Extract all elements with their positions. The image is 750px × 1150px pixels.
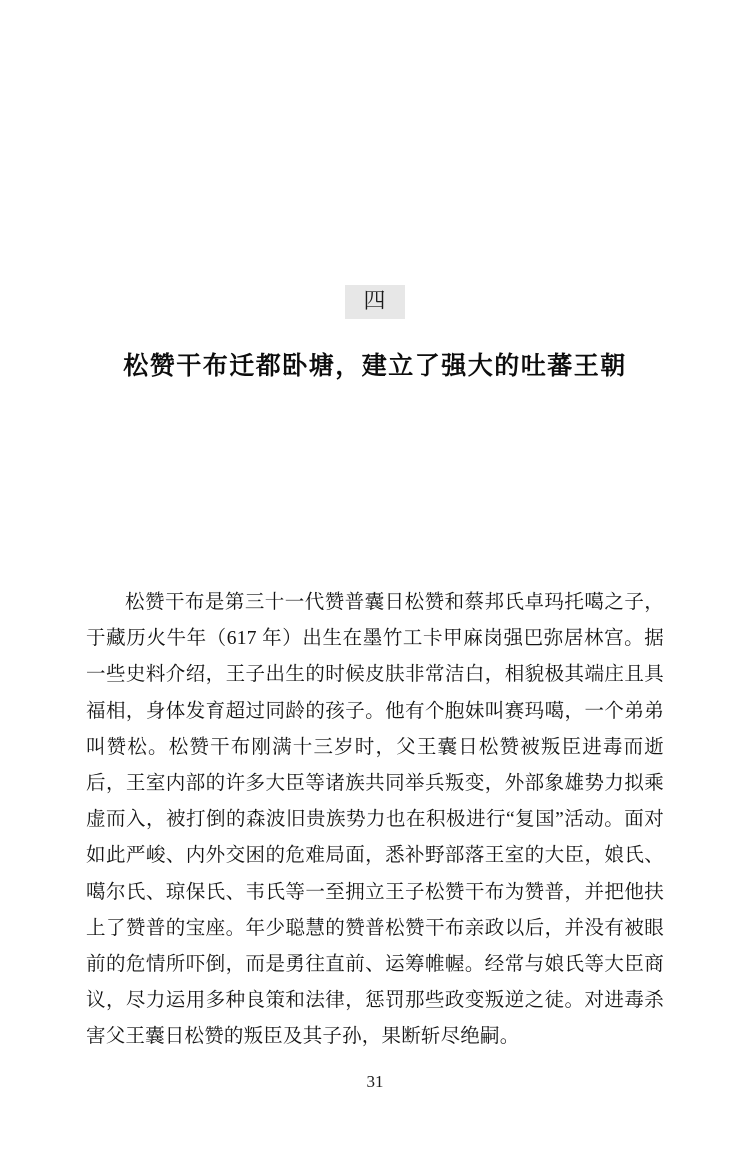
body-text-area [86, 585, 664, 1056]
body-paragraph: 松赞干布是第三十一代赞普囊日松赞和蔡邦氏卓玛托噶之子，于藏历火牛年（617 年）出生在墨竹工卡甲麻岗强巴弥居林宫。据一些史料介绍，王子出生的时候皮肤非常洁白，相貌极其端庄且具福相，身体发育超过同龄的孩子。他有个胞妹叫赛玛噶，一个弟弟叫赞松。松赞干布刚满十三岁时，父王囊日松赞被叛臣进毒而逝后，王室内部的许多大臣等诸族共同举兵叛变，外部象雄势力拟乘虚而入，被打倒的森波旧贵族势力也在积极进行“复国”活动。面对如此严峻、内外交困的危难局面，悉补野部落王室的大臣，娘氏、噶尔氏、琼保氏、韦氏等一至拥立王子松赞干布为赞普，并把他扶上了赞普的宝座。年少聪慧的赞普松赞干布亲政以后，并没有被眼前的危情所吓倒，而是勇往直前、运筹帷幄。经常与娘氏等大臣商议，尽力运用多种良策和法律，惩罚那些政变叛逆之徒。对进毒杀害父王囊日松赞的叛臣及其子孙，果断斩尽绝嗣。 [86, 592, 664, 1048]
chapter-title: 松赞干布迁都卧塘，建立了强大的吐蕃王朝 [123, 353, 627, 380]
chapter-number-badge: 四 [345, 285, 405, 319]
chapter-header [0, 285, 750, 399]
page-number: 31 [366, 1072, 384, 1091]
